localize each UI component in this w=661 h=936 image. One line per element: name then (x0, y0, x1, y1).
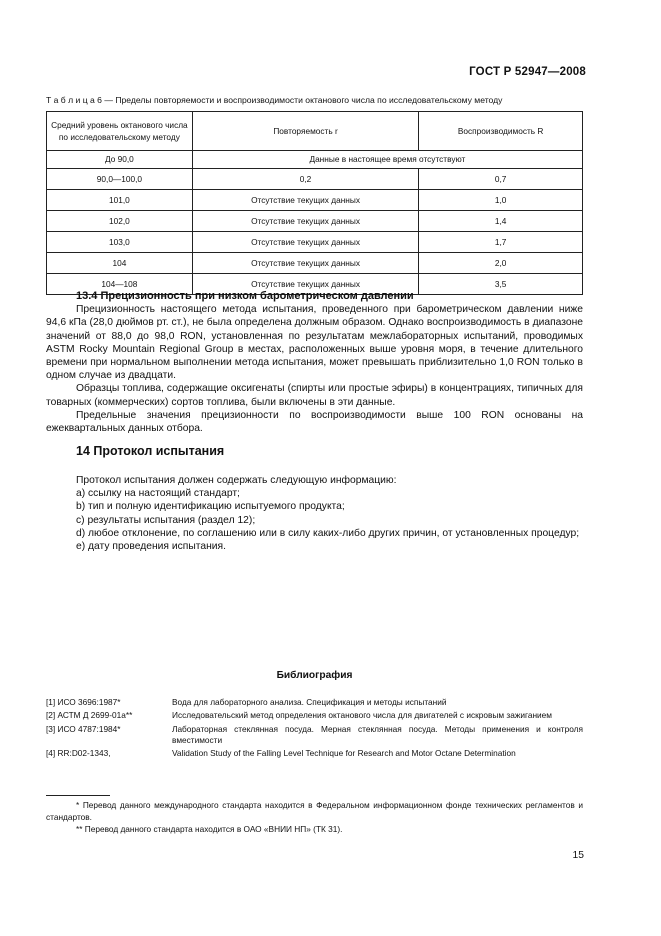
bibliography-ref: [2] АСТМ Д 2699-01а** (46, 710, 133, 721)
footnotes (46, 800, 583, 835)
table-row (47, 231, 583, 252)
table-row (47, 151, 583, 169)
bibliography-ref: [4] RR:D02-1343, (46, 748, 111, 759)
precision-table (46, 111, 583, 295)
footnote: ** Перевод данного стандарта находится в ОАО «ВНИИ НП» (ТК 31). (76, 823, 343, 834)
bibliography-list (46, 697, 583, 761)
column-header: Повторяемость r (192, 112, 418, 151)
bibliography-text: Исследовательский метод определения октанового числа для двигателей с искровым зажиганием (172, 710, 552, 721)
table-cell: Отсутствие текущих данных (192, 210, 418, 231)
table-cell: 2,0 (419, 252, 583, 273)
table-cell: Отсутствие текущих данных (192, 189, 418, 210)
section-heading: 14 Протокол испытания (76, 444, 225, 458)
paragraph: Прецизионность настоящего метода испытания, проведенного при барометрическом давлении ниже 94,6 кПа (28,0 дюймов рт. ст.), не была определена должным образом. Однако воспроизводимость в диапазоне значений от 88,0 до 98,0 RON, установленная по результатам межлабораторных испытаний, проводимых ASTM Rocky Mountain Regional Group в местах, расположенных выше уровня моря, в течение длительного времени при нормальном выполнении метода испытания, может превышать приблизительно 1,0 RON только в одном случае из двадцати. (46, 304, 583, 382)
table-cell: 104—108 (47, 273, 193, 294)
list-item: b) тип и полную идентификацию испытуемого продукта; (76, 501, 345, 513)
bibliography-entry (46, 710, 583, 721)
table-header-row (47, 112, 583, 151)
column-header: Средний уровень октанового числа по исследовательскому методу (47, 112, 193, 151)
list-item: d) любое отклонение, по соглашению или в силу каких-либо других причин, от установленных процедур; (76, 527, 580, 539)
bibliography-title: Библиография (276, 670, 353, 681)
standard-number: ГОСТ Р 52947—2008 (469, 66, 586, 78)
paragraph: Образцы топлива, содержащие оксигенаты (спирты или простые эфиры) в концентрациях, типичных для товарных (коммерческих) сортов топлива, были включены в эти данные. (46, 383, 583, 408)
bibliography-ref: [3] ИСО 4787:1984* (46, 723, 121, 734)
table-cell: 102,0 (47, 210, 193, 231)
bibliography-text: Validation Study of the Falling Level Technique for Research and Motor Octane Determination (172, 748, 516, 759)
table-caption: Т а б л и ц а 6 — Пределы повторяемости и воспроизводимости октанового числа по исследовательскому методу (46, 95, 503, 105)
table-cell: 1,7 (419, 231, 583, 252)
column-header: Воспроизводимость R (419, 112, 583, 151)
page-number: 15 (572, 850, 584, 861)
footnote-divider (46, 795, 110, 796)
table-cell: 103,0 (47, 231, 193, 252)
section-13-4 (46, 290, 583, 435)
bibliography-entry (46, 748, 583, 759)
table-cell: Отсутствие текущих данных (192, 252, 418, 273)
table-cell: 90,0—100,0 (47, 168, 193, 189)
table-cell: 104 (47, 252, 193, 273)
bibliography-text: Лабораторная стеклянная посуда. Мерная стеклянная посуда. Методы применения и контроля вместимости (172, 723, 583, 745)
table-row (47, 252, 583, 273)
footnote: * Перевод данного международного стандарта находится в Федеральном информационном фонде технических регламентов и стандартов. (46, 800, 583, 822)
paragraph: Протокол испытания должен содержать следующую информацию: (76, 475, 397, 486)
list-item: с) результаты испытания (раздел 12); (76, 514, 256, 526)
list-item: е) дату проведения испытания. (76, 541, 226, 553)
table-cell: 101,0 (47, 189, 193, 210)
table-row (47, 210, 583, 231)
section-14-body (46, 474, 583, 553)
bibliography-text: Вода для лабораторного анализа. Спецификация и методы испытаний (172, 697, 447, 707)
table-cell: 1,4 (419, 210, 583, 231)
table-cell: До 90,0 (47, 151, 193, 169)
table-cell: 3,5 (419, 273, 583, 294)
table-cell: 1,0 (419, 189, 583, 210)
bibliography-ref: [1] ИСО 3696:1987* (46, 697, 121, 707)
table-cell: 0,7 (419, 168, 583, 189)
bibliography-entry (46, 697, 583, 708)
section-heading: 13.4 Прецизионность при низком барометрическом давлении (76, 290, 414, 302)
table-row (47, 168, 583, 189)
paragraph: Предельные значения прецизионности по воспроизводимости выше 100 RON основаны на ежеквартальных данных отбора. (46, 409, 583, 435)
table-cell: Данные в настоящее время отсутствуют (192, 151, 582, 169)
bibliography-entry (46, 724, 583, 747)
list-item: а) ссылку на настоящий стандарт; (76, 488, 240, 500)
table-cell: 0,2 (192, 168, 418, 189)
table-cell: Отсутствие текущих данных (192, 273, 418, 294)
table-row (47, 189, 583, 210)
table-cell: Отсутствие текущих данных (192, 231, 418, 252)
